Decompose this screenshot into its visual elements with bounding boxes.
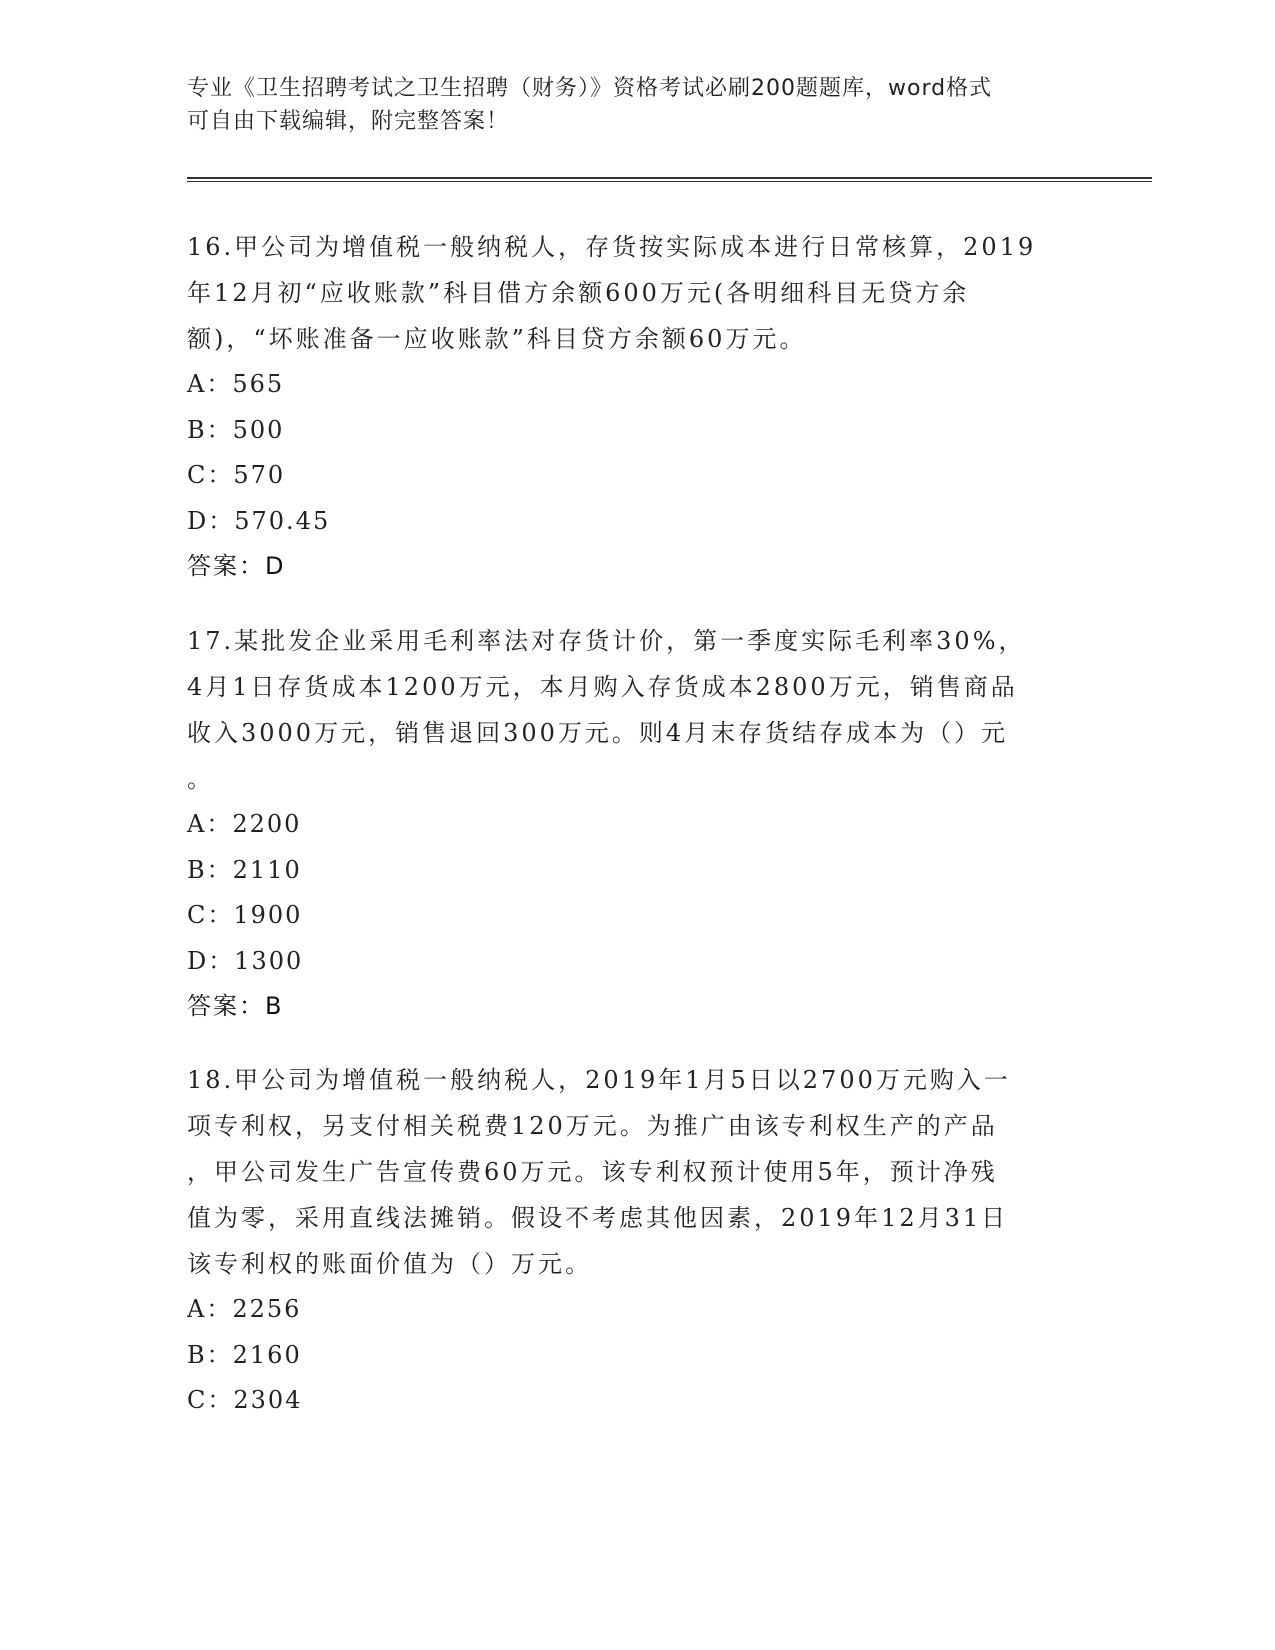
question-17-answer: 答案：B [187,992,284,1020]
question-18-line-5: 该专利权的账面价值为（）万元。 [187,1250,592,1278]
question-18-option-b: B：2160 [187,1340,302,1369]
header-divider [187,177,1152,182]
question-18-line-2: 项专利权，另支付相关税费120万元。为推广由该专利权生产的产品 [187,1112,998,1140]
question-16-option-d: D：570.45 [187,506,331,535]
question-17-line-1: 17.某批发企业采用毛利率法对存货计价，第一季度实际毛利率30%， [187,627,1026,655]
question-18-line-3: ，甲公司发生广告宣传费60万元。该专利权预计使用5年，预计净残 [187,1158,998,1186]
document-header [187,72,1087,138]
question-16-answer: 答案：D [187,552,286,580]
question-18-line-4: 值为零，采用直线法摊销。假设不考虑其他因素，2019年12月31日 [187,1204,1009,1232]
question-16-line-1: 16.甲公司为增值税一般纳税人，存货按实际成本进行日常核算，2019 [187,233,1037,261]
question-16-option-c: C：570 [187,461,286,489]
question-17-line-3: 收入3000万元，销售退回300万元。则4月末存货结存成本为（）元 [187,719,1009,747]
question-16-option-a: A：565 [187,370,285,398]
question-17-stem [187,618,1087,802]
question-18 [187,1057,1087,1424]
question-16-line-2: 年12月初“应收账款”科目借方余额600万元(各明细科目无贷方余 [187,279,970,307]
question-18-stem [187,1057,1087,1287]
question-17-option-c: C：1900 [187,901,303,929]
question-18-line-1: 18.甲公司为增值税一般纳税人，2019年1月5日以2700万元购入一 [187,1066,1011,1094]
header-title-line-2: 可自由下载编辑，附完整答案！ [187,109,510,134]
question-16 [187,224,1087,589]
header-title-line-1: 专业《卫生招聘考试之卫生招聘（财务）》资格考试必刷200题题库，word格式 [187,76,993,101]
question-17-option-b: B：2110 [187,855,302,884]
question-18-option-a: A：2256 [187,1295,302,1323]
question-17-option-a: A：2200 [187,810,302,838]
question-16-stem [187,224,1087,362]
question-16-line-3: 额)，“坏账准备一应收账款”科目贷方余额60万元。 [187,325,807,353]
question-18-option-c: C：2304 [187,1386,303,1414]
question-16-option-b: B：500 [187,415,285,444]
question-17-line-2: 4月1日存货成本1200万元，本月购入存货成本2800万元，销售商品 [187,673,1018,701]
question-17 [187,618,1087,1029]
question-17-line-4: 。 [187,765,214,793]
question-17-option-d: D：1300 [187,946,304,975]
